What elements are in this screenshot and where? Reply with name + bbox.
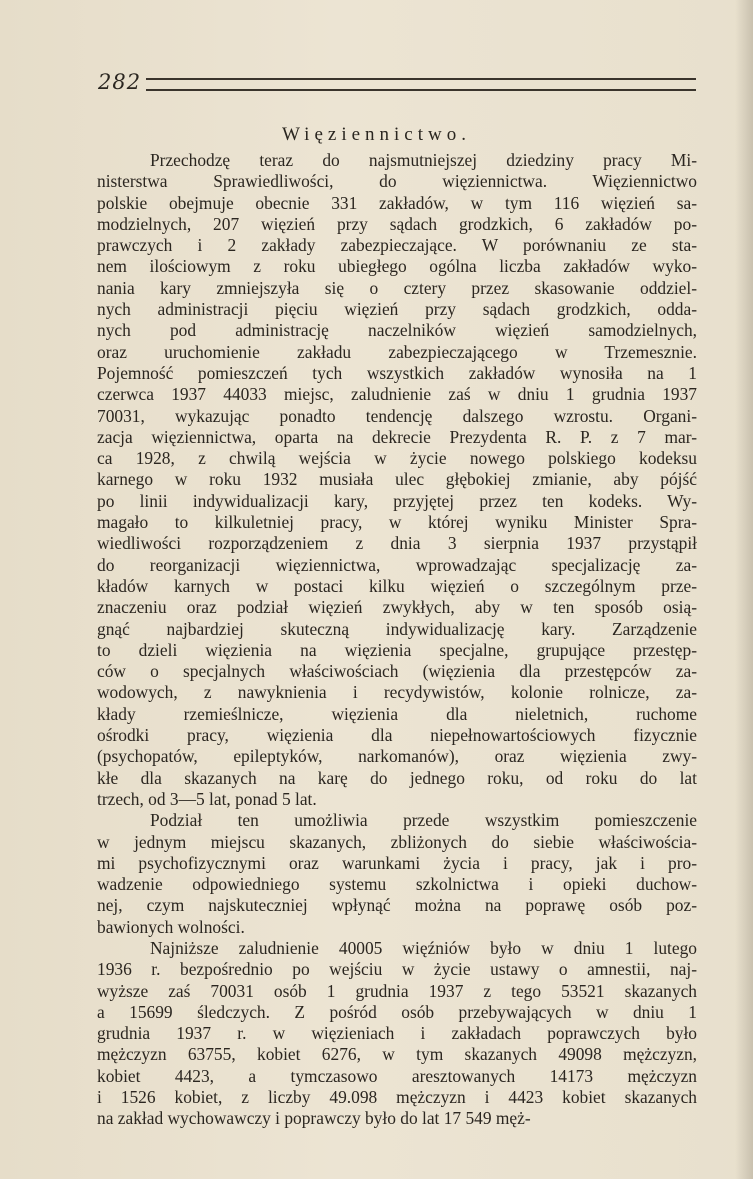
text-line: kłady rzemieślnicze, więzienia dla nieletnich, ruchome	[97, 703, 697, 724]
page-edge-shadow	[735, 0, 753, 1179]
text-line: wyższe zaś 70031 osób 1 grudnia 1937 z tego 53521 skazanych	[97, 980, 697, 1001]
text-line: (psychopatów, epileptyków, narkomanów), oraz więzienia zwy-	[97, 746, 697, 767]
text-line: polskie obejmuje obecnie 331 zakładów, w tym 116 więzień sa-	[97, 192, 697, 213]
text-line: mężczyzn 63755, kobiet 6276, w tym skazanych 49098 mężczyzn,	[97, 1044, 697, 1065]
section-heading: Więziennictwo.	[282, 124, 471, 145]
text-line: Pojemność pomieszczeń tych wszystkich zakładów wynosiła na 1	[97, 362, 697, 383]
text-line: 70031, wykazując ponadto tendencję dalszego wzrostu. Organi-	[97, 405, 697, 426]
text-line: na zakład wychowawczy i poprawczy było do lat 17 549 męż-	[97, 1108, 531, 1129]
page-number: 282	[98, 70, 142, 94]
text-line: wadzenie odpowiedniego systemu szkolnictwa i opieki duchow-	[97, 874, 697, 895]
text-line: to dzieli więzienia na więzienia specjalne, grupujące przestęp-	[97, 639, 697, 660]
text-line: wiedliwości rozporządzeniem z dnia 3 sierpnia 1937 przystąpił	[97, 533, 697, 554]
text-line: prawczych i 2 zakłady zabezpieczające. W porównaniu ze sta-	[97, 235, 697, 256]
text-line: ośrodki pracy, więzienia dla niepełnowartościowych fizycznie	[97, 725, 697, 746]
body-text	[97, 150, 697, 1130]
text-line: Podział ten umożliwia przede wszystkim pomieszczenie	[150, 810, 697, 831]
text-line: nania kary zmniejszyła się o cztery przez skasowanie oddziel-	[97, 277, 697, 298]
text-line: grudnia 1937 r. w więzieniach i zakładach poprawczych było	[97, 1023, 697, 1044]
text-line: nej, czym najskuteczniej wpłynąć można na poprawę osób poz-	[97, 895, 697, 916]
text-line: czerwca 1937 44033 miejsc, zaludnienie zaś w dniu 1 grudnia 1937	[97, 384, 697, 405]
text-line: oraz uruchomienie zakładu zabezpieczającego w Trzemesznie.	[97, 341, 697, 362]
text-line: Przechodzę teraz do najsmutniejszej dziedziny pracy Mi-	[150, 150, 697, 170]
text-line: w jednym miejscu skazanych, zbliżonych do siebie właściwościa-	[97, 831, 697, 852]
text-line: magało to kilkuletniej pracy, w której wyniku Minister Spra-	[97, 512, 697, 533]
text-line: ca 1928, z chwilą wejścia w życie nowego polskiego kodeksu	[97, 448, 697, 469]
text-line: znaczeniu oraz podział więzień zwykłych, aby w ten sposób osią-	[97, 597, 697, 618]
text-line: kłe dla skazanych na karę do jednego roku, od roku do lat	[97, 767, 697, 788]
text-line: bawionych wolności.	[97, 916, 245, 937]
text-line: mi psychofizycznymi oraz warunkami życia i pracy, jak i pro-	[97, 852, 697, 873]
text-line: a 15699 śledczych. Z pośród osób przebywających w dniu 1	[97, 1001, 697, 1022]
text-line: kładów karnych w postaci kilku więzień o szczególnym prze-	[97, 575, 697, 596]
text-line: karnego w roku 1932 musiała ulec głębokiej zmianie, aby pójść	[97, 469, 697, 490]
text-line: zacja więziennictwa, oparta na dekrecie Prezydenta R. P. z 7 mar-	[97, 426, 697, 447]
text-line: ców o specjalnych właściwościach (więzienia dla przestępców za-	[97, 661, 697, 682]
text-line: trzech, od 3—5 lat, ponad 5 lat.	[97, 788, 317, 809]
text-line: i 1526 kobiet, z liczby 49.098 mężczyzn i 4423 kobiet skazanych	[97, 1087, 697, 1108]
text-line: nisterstwa Sprawiedliwości, do więziennictwa. Więziennictwo	[97, 171, 697, 192]
text-line: po linii indywidualizacji kary, przyjętej przez ten kodeks. Wy-	[97, 490, 697, 511]
text-line: nych pod administrację naczelników więzień samodzielnych,	[97, 320, 697, 341]
text-line: modzielnych, 207 więzień przy sądach grodzkich, 6 zakładów po-	[97, 213, 697, 234]
text-line: gnąć najbardziej skuteczną indywidualizację kary. Zarządzenie	[97, 618, 697, 639]
text-line: wodowych, z nawyknienia i recydywistów, kolonie rolnicze, za-	[97, 682, 697, 703]
text-line: nem ilościowym z roku ubiegłego ogólna liczba zakładów wyko-	[97, 256, 697, 277]
header-double-rule	[146, 78, 696, 91]
text-line: kobiet 4423, a tymczasowo aresztowanych 14173 mężczyzn	[97, 1065, 697, 1086]
text-line: nych administracji pięciu więzień przy sądach grodzkich, odda-	[97, 299, 697, 320]
text-line: do reorganizacji więziennictwa, wprowadzając specjalizację za-	[97, 554, 697, 575]
text-line: 1936 r. bezpośrednio po wejściu w życie ustawy o amnestii, naj-	[97, 959, 697, 980]
text-line: Najniższe zaludnienie 40005 więźniów było w dniu 1 lutego	[150, 937, 697, 958]
